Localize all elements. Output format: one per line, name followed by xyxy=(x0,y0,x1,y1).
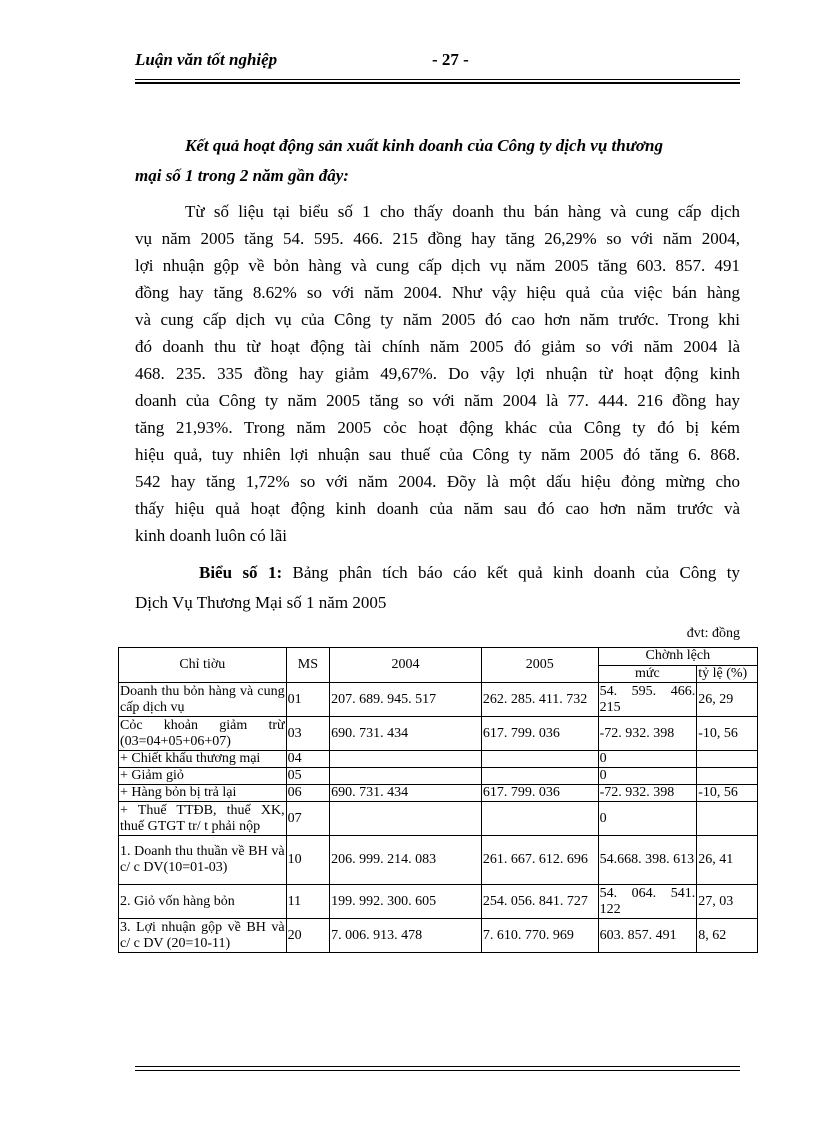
document-title: Luận văn tốt nghiệp xyxy=(135,50,278,69)
cell-diff-pct: 26, 29 xyxy=(697,683,758,717)
cell-diff-pct: 8, 62 xyxy=(697,919,758,953)
cell-ms: 10 xyxy=(286,836,330,885)
cell-diff-amount: -72. 932. 398 xyxy=(598,785,697,802)
cell-indicator: 3. Lợi nhuận gộp về BH và c/ c DV (20=10-11) xyxy=(120,919,285,951)
table-row xyxy=(119,717,758,751)
cell-ms: 04 xyxy=(286,751,330,768)
table-row xyxy=(119,802,758,836)
cell-2005: 254. 056. 841. 727 xyxy=(481,885,598,919)
paragraph-line: đồng hay tăng 8.62% so với năm 2004. Như vậy hiệu quả của việc bán hàng xyxy=(135,283,740,302)
section-heading xyxy=(135,131,740,191)
cell-ms: 20 xyxy=(286,919,330,953)
cell-2004: 206. 999. 214. 083 xyxy=(330,836,482,885)
cell-diff-amount: 54. 064. 541. 122 xyxy=(599,885,696,917)
header-diff-amount: mức xyxy=(598,665,697,683)
footer-divider xyxy=(135,1066,740,1071)
cell-2005 xyxy=(481,802,598,836)
unit-label: đvt: đồng xyxy=(686,626,740,641)
cell-ms: 01 xyxy=(286,683,330,717)
cell-diff-pct xyxy=(697,751,758,768)
table-row xyxy=(119,683,758,717)
header-2004: 2004 xyxy=(330,648,482,683)
cell-indicator: 2. Giỏ vốn hàng bỏn xyxy=(119,885,287,919)
cell-2004 xyxy=(330,751,482,768)
table-row xyxy=(119,751,758,768)
cell-2004 xyxy=(330,768,482,785)
cell-diff-pct: 27, 03 xyxy=(697,885,758,919)
cell-ms: 11 xyxy=(286,885,330,919)
paragraph-line: doanh của Công ty năm 2005 tăng so với năm 2004 là 77. 444. 216 đồng hay xyxy=(135,391,740,410)
cell-indicator: + Giảm giỏ xyxy=(119,768,287,785)
caption-label: Biểu số 1: xyxy=(199,563,283,582)
cell-ms: 06 xyxy=(286,785,330,802)
cell-indicator: Cỏc khoản giảm trừ (03=04+05+06+07) xyxy=(120,717,285,749)
paragraph-line: thấy hiệu quả hoạt động kinh doanh của năm sau đó cao hơn năm trước và xyxy=(135,499,740,518)
cell-indicator: + Chiết khấu thương mại xyxy=(119,751,287,768)
paragraph-line: tăng 21,93%. Trong năm 2005 cỏc hoạt động khác của Công ty đó bị kém xyxy=(135,418,740,437)
cell-2005 xyxy=(481,768,598,785)
caption-line-2: Dịch Vụ Thương Mại số 1 năm 2005 xyxy=(135,593,387,612)
paragraph-line: kinh doanh luôn có lãi xyxy=(135,526,288,545)
header-indicator: Chỉ tiờu xyxy=(119,648,287,683)
cell-diff-pct: -10, 56 xyxy=(697,785,758,802)
results-table xyxy=(118,647,758,953)
cell-2005: 262. 285. 411. 732 xyxy=(481,683,598,717)
paragraph-line: lợi nhuận gộp về bỏn hàng và cung cấp dịch vụ năm 2005 tăng 603. 857. 491 xyxy=(135,256,740,275)
cell-ms: 03 xyxy=(286,717,330,751)
table-caption xyxy=(135,558,740,618)
cell-indicator: 1. Doanh thu thuần về BH và c/ c DV(10=01-03) xyxy=(119,836,287,885)
table-row xyxy=(119,836,758,885)
caption-text-1: Bảng phân tích báo cáo kết quả kinh doanh của Công ty xyxy=(282,563,740,582)
cell-diff-amount: 54. 595. 466. 215 xyxy=(599,683,696,715)
paragraph-line: đó doanh thu từ hoạt động tài chính năm 2005 đó giảm so với năm 2004 là xyxy=(135,337,740,356)
cell-indicator: + Thuế TTĐB, thuế XK, thuế GTGT tr/ t phải nộp xyxy=(120,802,285,834)
table-row xyxy=(119,768,758,785)
cell-2005 xyxy=(481,751,598,768)
cell-2005: 617. 799. 036 xyxy=(481,717,598,751)
table-body xyxy=(119,683,758,953)
paragraph-line: vụ năm 2005 tăng 54. 595. 466. 215 đồng hay tăng 26,29% so với năm 2004, xyxy=(135,229,740,248)
cell-2004: 7. 006. 913. 478 xyxy=(330,919,482,953)
paragraph-line: 468. 235. 335 đồng hay giảm 49,67%. Do vậy lợi nhuận từ hoạt động kinh xyxy=(135,364,740,383)
table-row xyxy=(119,919,758,953)
paragraph-line: 542 hay tăng 1,72% so với năm 2004. Đõy là một dấu hiệu đỏng mừng cho xyxy=(135,472,740,491)
paragraph-line: Từ số liệu tại biểu số 1 cho thấy doanh thu bán hàng và cung cấp dịch xyxy=(185,202,740,221)
cell-diff-amount: 54.668. 398. 613 xyxy=(598,836,697,885)
cell-indicator: + Hàng bỏn bị trả lại xyxy=(119,785,287,802)
cell-indicator: Doanh thu bỏn hàng và cung cấp dịch vụ xyxy=(120,683,285,715)
header-ms: MS xyxy=(286,648,330,683)
header-diff-pct: tỷ lệ (%) xyxy=(697,665,758,683)
heading-line-2: mại số 1 trong 2 năm gần đây: xyxy=(135,166,349,185)
table-row xyxy=(119,785,758,802)
caption-line-1 xyxy=(135,558,740,588)
cell-diff-amount: 603. 857. 491 xyxy=(598,919,697,953)
cell-diff-amount: -72. 932. 398 xyxy=(598,717,697,751)
table-header-row xyxy=(119,648,758,666)
cell-2005: 7. 610. 770. 969 xyxy=(481,919,598,953)
cell-2005: 617. 799. 036 xyxy=(481,785,598,802)
heading-line-1: Kết quả hoạt động sản xuất kinh doanh của Công ty dịch vụ thương xyxy=(185,136,663,155)
cell-diff-pct xyxy=(697,802,758,836)
cell-diff-pct xyxy=(697,768,758,785)
table-row xyxy=(119,885,758,919)
cell-diff-amount: 0 xyxy=(598,768,697,785)
cell-diff-amount: 0 xyxy=(598,802,697,836)
paragraph-line: và cung cấp dịch vụ của Công ty năm 2005 đó cao hơn năm trước. Trong khi xyxy=(135,310,740,329)
cell-2004: 207. 689. 945. 517 xyxy=(330,683,482,717)
page-number: - 27 - xyxy=(432,50,469,69)
cell-2004: 199. 992. 300. 605 xyxy=(330,885,482,919)
cell-2004 xyxy=(330,802,482,836)
cell-ms: 07 xyxy=(286,802,330,836)
header-2005: 2005 xyxy=(481,648,598,683)
cell-ms: 05 xyxy=(286,768,330,785)
header-diff: Chờnh lệch xyxy=(598,648,757,666)
cell-2004: 690. 731. 434 xyxy=(330,717,482,751)
cell-diff-amount: 0 xyxy=(598,751,697,768)
cell-diff-pct: 26, 41 xyxy=(697,836,758,885)
cell-2004: 690. 731. 434 xyxy=(330,785,482,802)
header-divider xyxy=(135,79,740,84)
body-paragraph xyxy=(135,198,740,549)
cell-diff-pct: -10, 56 xyxy=(697,717,758,751)
paragraph-line: hiệu quả, tuy nhiên lợi nhuận sau thuế của Công ty năm 2005 đó tăng 6. 868. xyxy=(135,445,740,464)
cell-2005: 261. 667. 612. 696 xyxy=(481,836,598,885)
page-header xyxy=(135,50,740,72)
